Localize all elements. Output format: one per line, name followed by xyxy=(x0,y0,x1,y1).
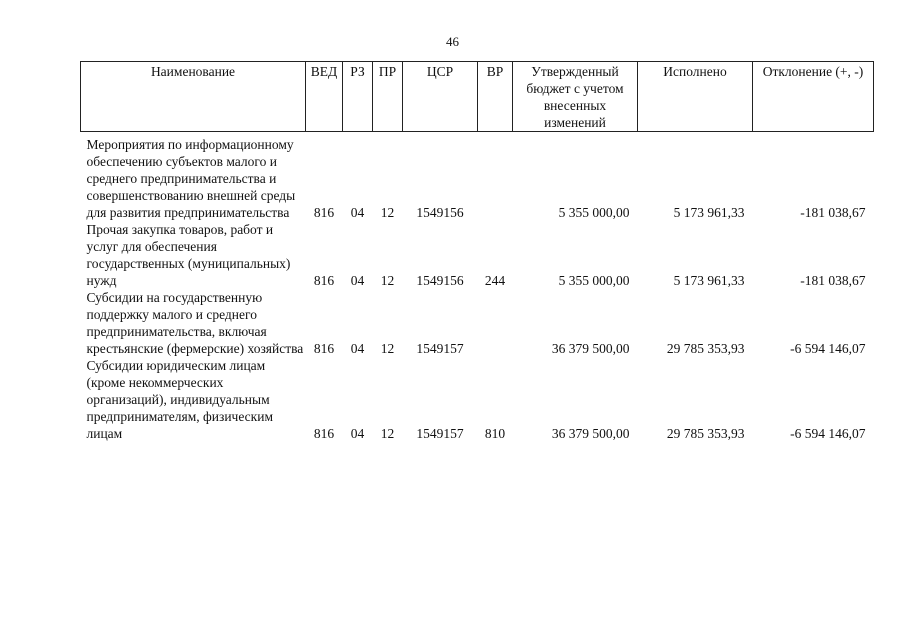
header-approved: Утвержденный бюджет с учетом внесенных изменений xyxy=(513,62,638,132)
row-approved: 5 355 000,00 xyxy=(558,205,630,220)
row-csr: 1549157 xyxy=(416,426,464,441)
row-rz: 04 xyxy=(350,205,365,220)
header-name: Наименование xyxy=(81,62,306,132)
row-rz: 04 xyxy=(350,426,365,441)
header-executed: Исполнено xyxy=(638,62,753,132)
row-deviation: -6 594 146,07 xyxy=(790,341,866,356)
header-vr: ВР xyxy=(478,62,513,132)
row-pr: 12 xyxy=(380,426,395,441)
header-rz: РЗ xyxy=(343,62,373,132)
row-approved: 36 379 500,00 xyxy=(551,426,630,441)
header-deviation: Отклонение (+, -) xyxy=(753,62,874,132)
row-ved: 816 xyxy=(313,341,335,356)
row-name: Мероприятия по информационному обеспечению субъектов малого и среднего предпринимательства и совершенствованию внешней среды для развития предпринимательства xyxy=(86,137,296,220)
table-row xyxy=(81,136,874,221)
table-row xyxy=(81,289,874,357)
table-header-row xyxy=(81,62,874,132)
row-executed: 29 785 353,93 xyxy=(666,426,745,441)
row-csr: 1549156 xyxy=(416,273,464,288)
row-approved: 36 379 500,00 xyxy=(551,341,630,356)
row-executed: 29 785 353,93 xyxy=(666,341,745,356)
page-number: 46 xyxy=(446,34,459,49)
row-vr: 810 xyxy=(484,426,506,441)
header-ved: ВЕД xyxy=(306,62,343,132)
header-csr: ЦСР xyxy=(403,62,478,132)
row-csr: 1549156 xyxy=(416,205,464,220)
budget-table xyxy=(80,61,874,442)
row-pr: 12 xyxy=(380,273,395,288)
row-ved: 816 xyxy=(313,426,335,441)
row-vr xyxy=(478,289,513,357)
row-name: Субсидии юридическим лицам (кроме некоммерческих организаций), индивидуальным предпринимателям, физическим лицам xyxy=(86,358,273,441)
row-ved: 816 xyxy=(313,205,335,220)
row-pr: 12 xyxy=(380,205,395,220)
row-rz: 04 xyxy=(350,273,365,288)
row-executed: 5 173 961,33 xyxy=(673,205,745,220)
row-executed: 5 173 961,33 xyxy=(673,273,745,288)
row-deviation: -181 038,67 xyxy=(800,273,866,288)
row-deviation: -6 594 146,07 xyxy=(790,426,866,441)
row-approved: 5 355 000,00 xyxy=(558,273,630,288)
table-row xyxy=(81,221,874,289)
row-name: Прочая закупка товаров, работ и услуг для обеспечения государственных (муниципальных) нужд xyxy=(86,222,291,288)
row-ved: 816 xyxy=(313,273,335,288)
row-vr: 244 xyxy=(484,273,506,288)
row-rz: 04 xyxy=(350,341,365,356)
row-pr: 12 xyxy=(380,341,395,356)
row-csr: 1549157 xyxy=(416,341,464,356)
table-row xyxy=(81,357,874,442)
row-deviation: -181 038,67 xyxy=(800,205,866,220)
header-pr: ПР xyxy=(373,62,403,132)
row-vr xyxy=(478,136,513,221)
row-name: Субсидии на государственную поддержку малого и среднего предпринимательства, включая крестьянские (фермерские) хозяйства xyxy=(86,290,304,356)
